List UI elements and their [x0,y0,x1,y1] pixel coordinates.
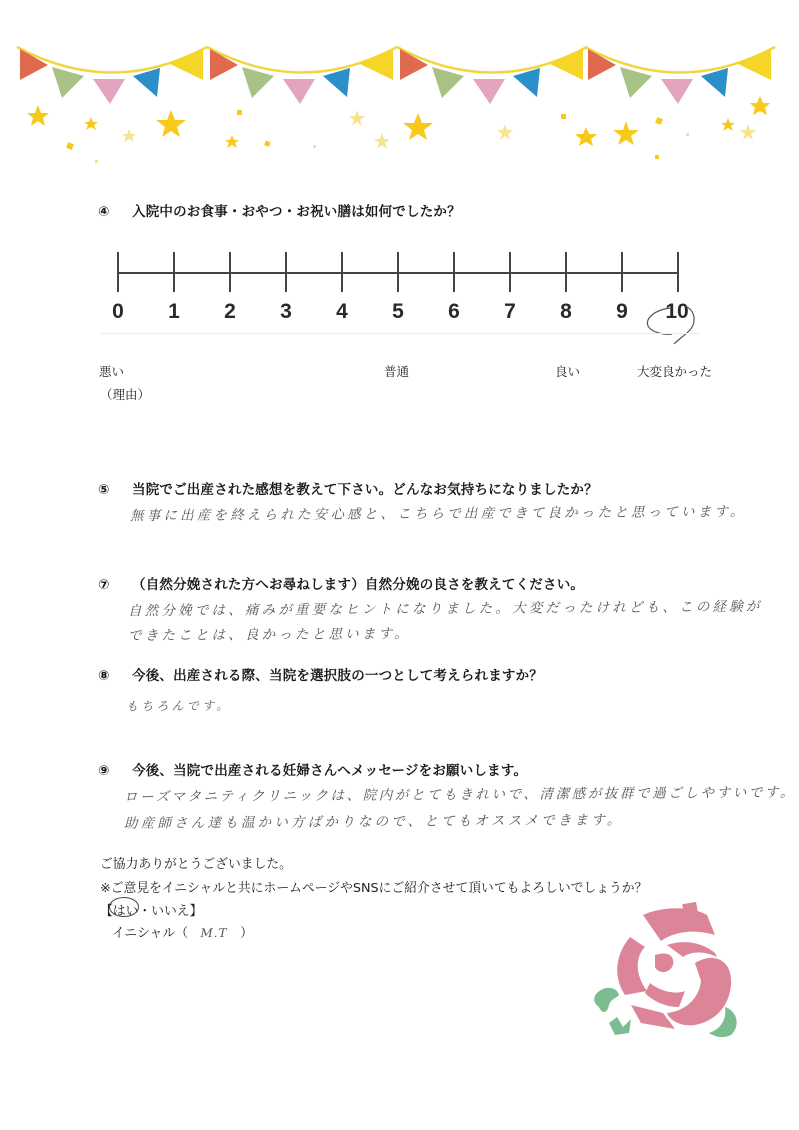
question-5 [98,478,598,498]
thanks-text: ご協力ありがとうございました。 [100,857,292,872]
scale-tick[interactable] [565,252,567,292]
scale-tick[interactable] [397,252,399,292]
rating-scale [0,0,799,420]
answer-5[interactable]: 無事に出産を終えられた安心感と、こちらで出産できて良かったと思っています。 [129,503,747,525]
scale-tick[interactable] [677,252,679,292]
scale-number-2[interactable]: 2 [224,300,236,323]
bracket-open: 【 [100,904,113,919]
question-text: 今後、出産される際、当院を選択肢の一つとして考えられますか？ [132,668,543,684]
initials-label: イニシャル（ [112,926,189,941]
selection-circle-mark [640,300,710,350]
question-number: ⑦ [98,577,110,593]
scale-number-0[interactable]: 0 [112,300,124,323]
scale-number-5[interactable]: 5 [392,300,404,323]
bracket-close: 】 [189,904,203,919]
initials-row [112,922,253,941]
scale-tick[interactable] [285,252,287,292]
consent-yes-label: はい [112,904,139,919]
initials-field[interactable]: M.T [200,925,228,941]
question-text: 当院でご出産された感想を教えて下さい。どんなお気持ちになりましたか？ [132,482,598,498]
reason-label: （理由） [100,387,151,402]
scale-number-10[interactable]: 10 [665,300,689,323]
scale-tick[interactable] [453,252,455,292]
scale-number-1[interactable]: 1 [168,300,180,323]
scale-number-4[interactable]: 4 [336,300,348,323]
question-7 [98,573,584,593]
answer-7-line-2[interactable]: できたことは、良かったと思います。 [127,626,411,644]
answer-7-line-1[interactable]: 自然分娩では、痛みが重要なヒントになりました。大変だったけれども、この経験が [127,598,763,620]
initials-close-paren: ） [240,926,253,941]
consent-yes-option[interactable] [113,900,139,919]
answer-8[interactable]: もちろんです。 [125,698,232,714]
answer-9-line-1[interactable]: ローズマタニティクリニックは、院内がとてもきれいで、清潔感が抜群で過ごしやすいです。 [123,784,797,806]
question-9 [98,759,527,779]
label-good: 良い [555,364,581,379]
label-very-good: 大変良かった [637,364,713,379]
question-text: （自然分娩された方へお尋ねします）自然分娩の良さを教えてください。 [132,577,585,593]
question-number: ⑧ [98,668,110,684]
scale-tick[interactable] [173,252,175,292]
consent-no-option[interactable]: いいえ [151,904,190,919]
question-number: ⑨ [98,763,110,779]
separator: ・ [138,904,152,919]
selection-circle-mark [109,897,139,917]
question-text: 入院中のお食事・おやつ・お祝い膳は如何でしたか？ [132,204,461,220]
rose-decoration [575,895,765,1050]
scale-tick[interactable] [229,252,231,292]
question-number: ④ [98,204,110,220]
question-8 [98,664,543,684]
consent-question: ※ご意見をイニシャルと共にホームページやSNSにご紹介させて頂いてもよろしいでしょうか？ [100,881,648,896]
question-number: ⑤ [98,482,110,498]
answer-9-line-2[interactable]: 助産師さん達も温かい方ばかりなので、とてもオススメできます。 [123,812,624,832]
consent-options [100,900,202,919]
scale-number-9[interactable]: 9 [616,300,628,323]
scale-tick[interactable] [509,252,511,292]
scale-tick[interactable] [621,252,623,292]
scale-number-8[interactable]: 8 [560,300,572,323]
scale-tick[interactable] [341,252,343,292]
scale-tick[interactable] [117,252,119,292]
scale-baseline-faint [100,333,700,334]
label-normal: 普通 [384,364,410,379]
scale-number-3[interactable]: 3 [280,300,292,323]
scale-number-6[interactable]: 6 [448,300,460,323]
label-bad: 悪い [99,364,125,379]
scale-number-7[interactable]: 7 [504,300,516,323]
question-text: 今後、当院で出産される妊婦さんへメッセージをお願いします。 [132,763,528,779]
